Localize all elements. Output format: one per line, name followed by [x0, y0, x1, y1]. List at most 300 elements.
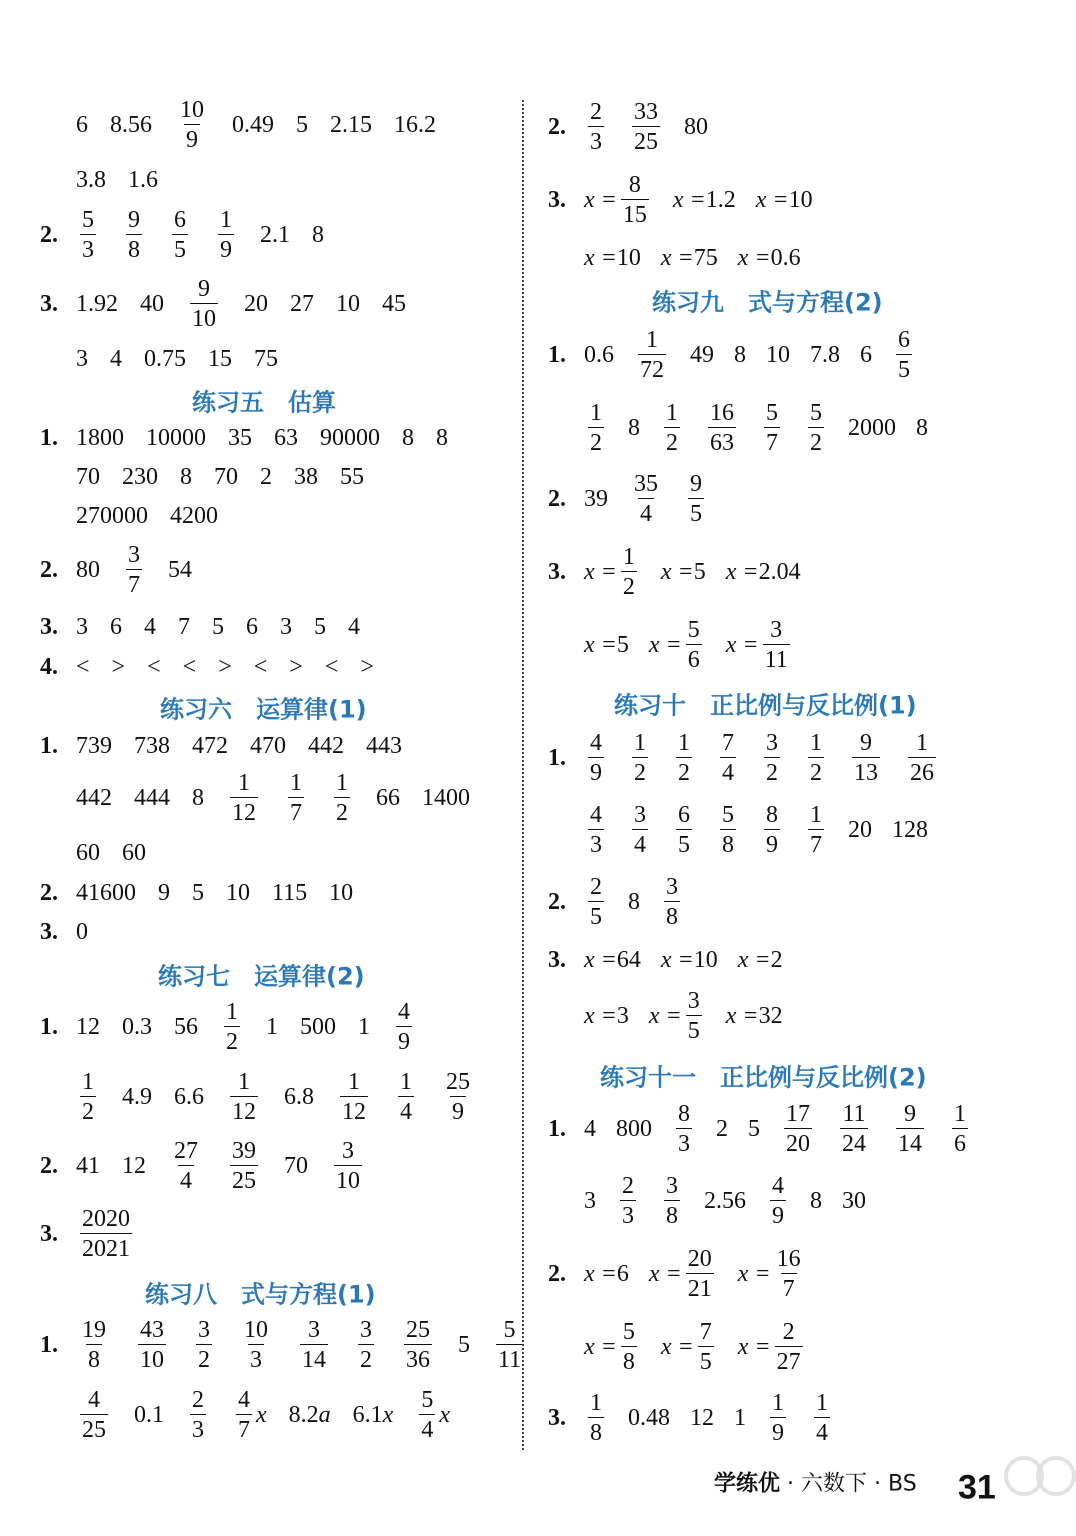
answer-item — [178, 614, 190, 641]
answer-item — [76, 614, 88, 641]
answer-item — [340, 464, 364, 491]
fraction-numerator: 1 — [238, 770, 250, 796]
fraction-numerator: 4 — [590, 730, 602, 756]
answer-item — [218, 654, 232, 681]
question-number: 3. — [40, 918, 58, 945]
question-number: 2. — [40, 221, 58, 248]
value-text: 8 — [628, 414, 640, 441]
fraction-denominator: 10 — [334, 1165, 362, 1193]
fraction-denominator: 7 — [808, 829, 824, 857]
fraction — [664, 875, 680, 929]
fraction-numerator: 9 — [128, 207, 140, 233]
value-text: 75 — [254, 345, 278, 372]
fraction-numerator: 1 — [772, 1390, 784, 1416]
answer-item — [584, 173, 653, 227]
fraction-denominator: 4 — [398, 1096, 414, 1124]
answer-item — [122, 1153, 146, 1180]
answer-item — [330, 112, 372, 139]
fraction-denominator: 3 — [190, 1414, 206, 1442]
value-text: 1800 — [76, 424, 124, 451]
fraction-numerator: 5 — [722, 802, 734, 828]
value-text: 35 — [228, 424, 252, 451]
answer-item — [360, 654, 374, 681]
answer-item — [353, 1402, 394, 1429]
answer-item — [661, 559, 706, 586]
answer-item — [290, 291, 314, 318]
value-text: 0.75 — [144, 345, 186, 372]
answer-item — [628, 803, 652, 857]
fraction-denominator: 2 — [588, 427, 604, 455]
fraction-denominator: 9 — [588, 757, 604, 785]
answer-item — [422, 785, 470, 812]
equation-lhs: x = — [737, 1260, 771, 1287]
answer-item — [804, 401, 828, 455]
value-text: 2.1 — [260, 221, 290, 248]
fraction-numerator: 43 — [140, 1317, 164, 1343]
answer-item — [76, 654, 90, 681]
answer-item — [122, 464, 158, 491]
question-number: 1. — [40, 1331, 58, 1358]
value-text: 442 — [76, 784, 112, 811]
fraction-denominator: 5 — [688, 498, 704, 526]
fraction-numerator: 8 — [678, 1101, 690, 1127]
variable-suffix: x — [256, 1401, 267, 1428]
value-text: 60 — [76, 839, 100, 866]
fraction-denominator: 2 — [764, 757, 780, 785]
answer-item — [76, 167, 106, 194]
fraction — [236, 1388, 252, 1442]
answer-item — [672, 731, 696, 785]
value-text: 70 — [214, 463, 238, 490]
answer-item — [584, 486, 608, 513]
value-text: 32 — [758, 1002, 783, 1029]
value-text: 6.6 — [174, 1083, 204, 1110]
value-text: < — [76, 653, 90, 680]
value-text: 0.6 — [584, 341, 614, 368]
value-text: 90000 — [320, 424, 380, 451]
answer-item — [76, 503, 148, 530]
value-text: 8 — [402, 424, 414, 451]
answer-item — [584, 632, 629, 659]
equation-lhs: x = — [660, 946, 694, 973]
value-text: 5 — [616, 631, 629, 658]
value-text: 1 — [358, 1013, 370, 1040]
equation-lhs: x = — [584, 244, 617, 271]
answer-item — [128, 167, 158, 194]
answer-item — [628, 731, 652, 785]
answer-item — [144, 346, 186, 373]
question-number: 2. — [548, 1260, 566, 1287]
answer-item — [232, 1388, 267, 1442]
value-text: 30 — [842, 1187, 866, 1214]
fraction-denominator: 9 — [218, 234, 234, 262]
value-text: 3.8 — [76, 166, 106, 193]
value-text: 10000 — [146, 424, 206, 451]
answer-item — [716, 803, 740, 857]
answer-item — [584, 100, 608, 154]
value-text: < — [182, 653, 197, 680]
equation-lhs: x = — [584, 1260, 617, 1287]
fraction — [632, 472, 660, 526]
answer-item — [760, 803, 784, 857]
fraction-numerator: 2 — [192, 1387, 204, 1413]
value-text: 1.6 — [128, 166, 158, 193]
value-text: 2.56 — [704, 1187, 746, 1214]
answer-item — [168, 1139, 204, 1193]
answer-item — [168, 208, 192, 262]
answer-item — [726, 1003, 783, 1030]
fraction — [632, 731, 648, 785]
answer-item — [649, 618, 706, 672]
fraction-numerator: 2 — [782, 1319, 795, 1345]
fraction-denominator: 2021 — [80, 1233, 132, 1261]
value-text: 10 — [788, 186, 813, 213]
fraction-denominator: 2 — [196, 1344, 212, 1372]
answer-item — [766, 1174, 790, 1228]
equation-lhs: x = — [584, 946, 617, 973]
value-text: 10 — [693, 946, 718, 973]
answer-item — [842, 1188, 866, 1215]
value-text: 80 — [76, 556, 100, 583]
fraction-numerator: 4 — [398, 999, 410, 1025]
value-text: 8 — [180, 463, 192, 490]
fraction — [763, 618, 790, 672]
question-number: 1. — [40, 1013, 58, 1040]
fraction-numerator: 19 — [82, 1317, 106, 1343]
fraction — [770, 1174, 786, 1228]
answer-item — [300, 1014, 336, 1041]
answer-item — [716, 1116, 728, 1143]
fraction-denominator: 11 — [763, 644, 790, 672]
answer-item — [76, 1318, 112, 1372]
answer-item — [716, 731, 740, 785]
value-text: 9 — [158, 879, 170, 906]
answer-item — [848, 731, 884, 785]
answer-item — [232, 112, 274, 139]
answer-item — [584, 875, 608, 929]
fraction — [358, 1318, 374, 1372]
fraction-numerator: 1 — [646, 327, 658, 353]
value-text: < — [147, 653, 161, 680]
answer-item — [584, 947, 641, 974]
fraction-numerator: 9 — [904, 1101, 916, 1127]
answer-item — [628, 415, 640, 442]
fraction-numerator: 5 — [421, 1387, 434, 1413]
fraction — [396, 1000, 412, 1054]
answer-item — [192, 785, 204, 812]
question-number: 1. — [548, 1115, 566, 1142]
fraction-denominator: 9 — [450, 1096, 466, 1124]
fraction — [688, 472, 704, 526]
answer-item — [738, 1247, 807, 1301]
answer-item — [122, 840, 146, 867]
answer-item — [756, 187, 813, 214]
fraction-numerator: 27 — [174, 1138, 198, 1164]
value-text: 15 — [208, 345, 232, 372]
answer-item — [661, 1320, 718, 1374]
equation-lhs: x = — [660, 244, 694, 271]
fraction-denominator: 24 — [840, 1128, 868, 1156]
fraction-numerator: 3 — [766, 730, 778, 756]
answer-item — [382, 291, 406, 318]
answer-item — [336, 1070, 372, 1124]
fraction-numerator: 2 — [622, 1173, 634, 1199]
answer-item — [358, 1014, 370, 1041]
fraction-denominator: 9 — [396, 1026, 412, 1054]
answer-item — [366, 733, 402, 760]
value-text: 0.3 — [122, 1013, 152, 1040]
value-text: 10 — [616, 244, 641, 271]
fraction-numerator: 1 — [348, 1069, 360, 1095]
footer — [714, 1467, 917, 1498]
value-text: 8 — [734, 341, 746, 368]
answer-item — [76, 291, 118, 318]
fraction-numerator: 7 — [699, 1319, 712, 1345]
answer-item — [684, 114, 708, 141]
value-text: 0.6 — [770, 244, 801, 271]
fraction-denominator: 5 — [172, 234, 188, 262]
answer-item — [144, 614, 156, 641]
answer-item — [704, 401, 740, 455]
value-text: 56 — [174, 1013, 198, 1040]
answer-item — [76, 1388, 112, 1442]
fraction — [698, 1320, 714, 1374]
fraction-denominator: 2 — [358, 1344, 374, 1372]
answer-item — [348, 614, 360, 641]
fraction-denominator: 8 — [588, 1417, 604, 1445]
value-text: 10 — [336, 290, 360, 317]
answer-item — [584, 1003, 629, 1030]
fraction-numerator: 33 — [634, 99, 658, 125]
value-text: 4 — [348, 613, 360, 640]
value-text: 80 — [684, 113, 708, 140]
answer-item — [584, 1116, 596, 1143]
question-number: 3. — [548, 1404, 566, 1431]
fraction-denominator: 14 — [300, 1344, 328, 1372]
answer-item — [76, 208, 100, 262]
fraction — [775, 1320, 803, 1374]
answer-item — [110, 614, 122, 641]
fraction-denominator: 3 — [248, 1344, 264, 1372]
fraction-numerator: 1 — [82, 1069, 94, 1095]
fraction-denominator: 4 — [720, 757, 736, 785]
answer-item — [848, 415, 896, 442]
answer-item — [76, 880, 136, 907]
fraction — [896, 1102, 924, 1156]
fraction — [764, 731, 780, 785]
answer-item — [192, 880, 204, 907]
value-text: 16.2 — [394, 111, 436, 138]
fraction-denominator: 27 — [775, 1346, 803, 1374]
answer-item — [584, 1188, 596, 1215]
value-text: 12 — [690, 1404, 714, 1431]
value-text: 7.8 — [810, 341, 840, 368]
value-text: 66 — [376, 784, 400, 811]
value-text: 1 — [734, 1404, 746, 1431]
answer-item — [690, 342, 714, 369]
answer-item — [134, 785, 170, 812]
question-number: 3. — [548, 558, 566, 585]
fraction — [398, 1070, 414, 1124]
fraction-numerator: 2 — [590, 99, 602, 125]
fraction-denominator: 7 — [781, 1273, 797, 1301]
fraction-denominator: 2 — [664, 427, 680, 455]
answer-item — [76, 1070, 100, 1124]
answer-item — [584, 803, 608, 857]
answer-item — [192, 733, 228, 760]
answer-item — [628, 889, 640, 916]
fraction-numerator: 3 — [360, 1317, 372, 1343]
answer-item — [660, 875, 684, 929]
answer-item — [704, 1188, 746, 1215]
value-text: 75 — [693, 244, 718, 271]
value-text: 54 — [168, 556, 192, 583]
answer-item — [186, 1388, 210, 1442]
answer-item — [916, 415, 928, 442]
fraction-denominator: 5 — [588, 901, 604, 929]
answer-item — [336, 291, 360, 318]
fraction-numerator: 9 — [860, 730, 872, 756]
value-text: 70 — [284, 1152, 308, 1179]
value-text: 500 — [300, 1013, 336, 1040]
fraction-denominator: 2 — [80, 1096, 96, 1124]
value-text: 4 — [584, 1115, 596, 1142]
fraction-numerator: 5 — [503, 1317, 516, 1343]
answer-item — [584, 1320, 641, 1374]
value-text: 738 — [134, 732, 170, 759]
section-title-7: 练习七 运算律(2) — [158, 962, 365, 991]
answer-item — [76, 1014, 100, 1041]
question-number: 1. — [548, 341, 566, 368]
fraction — [300, 1318, 328, 1372]
section-title-9: 练习九 式与方程(2) — [652, 288, 883, 317]
answer-item — [400, 1318, 436, 1372]
question-number: 3. — [40, 290, 58, 317]
question-number: 2. — [548, 485, 566, 512]
answer-item — [214, 464, 238, 491]
answer-item — [226, 771, 262, 825]
value-text: 55 — [340, 463, 364, 490]
answer-item — [673, 187, 736, 214]
value-text: 10 — [329, 879, 354, 906]
fraction-numerator: 11 — [842, 1101, 866, 1127]
question-number: 3. — [40, 1220, 58, 1247]
fraction-numerator: 1 — [226, 999, 238, 1025]
fraction — [632, 100, 660, 154]
fraction — [80, 1318, 108, 1372]
value-text: 4200 — [170, 502, 218, 529]
fraction-numerator: 1 — [622, 544, 635, 570]
fraction — [686, 989, 702, 1043]
value-text: 41 — [76, 1152, 100, 1179]
value-text: 444 — [134, 784, 170, 811]
fraction — [676, 1102, 692, 1156]
value-text: 472 — [192, 732, 228, 759]
equation-lhs: x = — [648, 1260, 682, 1287]
answer-item — [661, 947, 718, 974]
answer-item — [376, 785, 400, 812]
answer-item — [320, 425, 380, 452]
value-text: > — [360, 653, 374, 680]
answer-item — [780, 1102, 816, 1156]
fraction-denominator: 63 — [708, 427, 736, 455]
fraction — [444, 1070, 472, 1124]
value-text: 443 — [366, 732, 402, 759]
answer-item — [76, 733, 112, 760]
fraction — [621, 173, 649, 227]
fraction-denominator: 2 — [632, 757, 648, 785]
footer-subject: 六数下 — [801, 1471, 868, 1497]
fraction-numerator: 1 — [590, 1390, 602, 1416]
fraction-numerator: 3 — [770, 617, 783, 643]
fraction-numerator: 1 — [634, 730, 646, 756]
equation-lhs: x = — [725, 631, 759, 658]
equation-lhs: x = — [584, 1002, 617, 1029]
answer-item — [672, 803, 696, 857]
answer-item — [158, 880, 170, 907]
value-text: 10 — [226, 879, 250, 906]
value-text: 8 — [916, 414, 928, 441]
fraction-numerator: 4 — [590, 802, 602, 828]
value-text: 2 — [260, 463, 272, 490]
fraction — [196, 1318, 212, 1372]
fraction-denominator: 3 — [620, 1200, 636, 1228]
answer-item — [734, 1405, 746, 1432]
value-text: 10 — [766, 341, 790, 368]
value-text: 20 — [848, 816, 872, 843]
value-text: 2.04 — [758, 558, 801, 585]
fraction — [808, 731, 824, 785]
answer-item — [226, 1139, 262, 1193]
answer-item — [174, 98, 210, 152]
equation-lhs: x = — [584, 186, 617, 213]
equation-lhs: x = — [660, 558, 694, 585]
fraction-denominator: 7 — [126, 569, 142, 597]
answer-item — [892, 328, 916, 382]
value-text: 6.8 — [284, 1083, 314, 1110]
answer-item — [254, 346, 278, 373]
value-text: 6 — [616, 1260, 629, 1287]
answer-item — [836, 1102, 872, 1156]
answer-item — [214, 208, 238, 262]
equation-lhs: x = — [648, 631, 682, 658]
question-number: 3. — [548, 186, 566, 213]
value-text: 2000 — [848, 414, 896, 441]
fraction-denominator: 3 — [588, 126, 604, 154]
answer-item — [394, 112, 436, 139]
equation-lhs: x = — [672, 186, 706, 213]
answer-item — [748, 1116, 760, 1143]
fraction — [664, 1174, 680, 1228]
answer-item — [660, 1174, 684, 1228]
fraction — [720, 803, 736, 857]
value-text: 1.2 — [705, 186, 736, 213]
answer-item — [174, 1014, 198, 1041]
fraction-numerator: 20 — [687, 1246, 712, 1272]
value-text: 7 — [178, 613, 190, 640]
fraction — [720, 731, 736, 785]
answer-item — [192, 1318, 216, 1372]
answer-item — [810, 1391, 834, 1445]
answer-item — [134, 1318, 170, 1372]
value-text: 4 — [144, 613, 156, 640]
question-number: 4. — [40, 653, 58, 680]
answer-item — [122, 1084, 152, 1111]
fraction-denominator: 11 — [496, 1344, 523, 1372]
fraction-numerator: 1 — [666, 400, 678, 426]
fraction-denominator: 10 — [138, 1344, 166, 1372]
fraction-denominator: 21 — [686, 1273, 714, 1301]
